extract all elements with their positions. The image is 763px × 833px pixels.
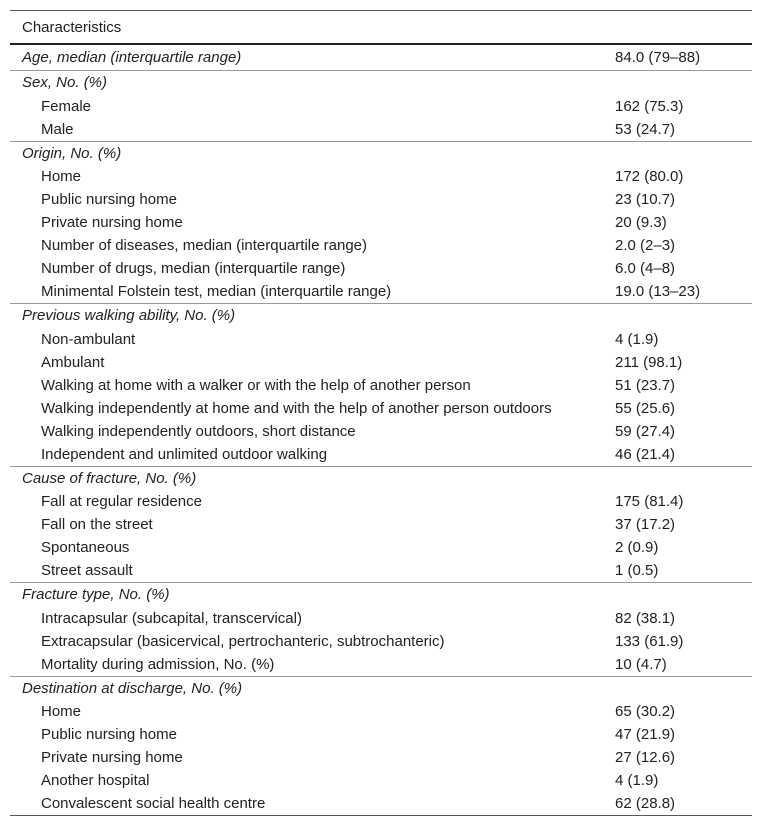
row-value: 4 (1.9) (615, 772, 659, 789)
row-label: Mortality during admission, No. (%) (41, 655, 275, 673)
row-label: Public nursing home (41, 191, 177, 208)
table-row (10, 165, 752, 188)
row-value: 211 (98.1) (615, 353, 683, 371)
row-label: Female (41, 97, 92, 115)
table-row (10, 95, 752, 118)
section-title: Fracture type, No. (%) (22, 586, 170, 604)
table-row (10, 118, 752, 141)
row-value: 162 (75.3) (615, 97, 684, 115)
row-value: 37 (17.2) (615, 516, 676, 533)
table-row (10, 211, 752, 234)
section-group (10, 303, 752, 466)
row-value: 133 (61.9) (615, 632, 684, 650)
row-label: Walking at home with a walker or with the help of another person (41, 376, 471, 394)
row-label: Independent and unlimited outdoor walking (41, 445, 328, 463)
table-row (10, 559, 752, 582)
row-value: 20 (9.3) (615, 214, 667, 231)
row-value: 59 (27.4) (615, 422, 676, 440)
table-row (10, 792, 752, 815)
row-value: 175 (81.4) (615, 493, 684, 510)
row-value: 4 (1.9) (615, 330, 659, 348)
table-row (10, 234, 752, 257)
section-group (10, 466, 752, 583)
row-value: 55 (25.6) (615, 399, 676, 417)
table-row (10, 653, 752, 676)
row-value: 65 (30.2) (615, 703, 676, 720)
table-row (10, 257, 752, 280)
section-group (10, 45, 752, 70)
table-row (10, 536, 752, 559)
section-title-row (10, 677, 752, 701)
section-title: Previous walking ability, No. (%) (22, 307, 236, 325)
section-title: Cause of fracture, No. (%) (22, 469, 197, 487)
row-label: Private nursing home (41, 749, 183, 766)
table-row (10, 280, 752, 303)
row-value: 62 (28.8) (615, 795, 676, 812)
row-value: 82 (38.1) (615, 609, 676, 627)
section-title-row (10, 45, 752, 70)
table-row (10, 630, 752, 653)
table-header (10, 10, 752, 45)
table-row (10, 700, 752, 723)
row-label: Fall on the street (41, 516, 153, 533)
row-label: Another hospital (41, 772, 150, 789)
row-value: 172 (80.0) (615, 168, 684, 185)
row-label: Ambulant (41, 353, 105, 371)
section-group (10, 676, 752, 816)
table-row (10, 607, 752, 630)
table-row (10, 351, 752, 374)
row-label: Number of drugs, median (interquartile range) (41, 260, 346, 277)
row-value: 2.0 (2–3) (615, 237, 676, 254)
section-title-row (10, 142, 752, 166)
table-row (10, 397, 752, 420)
row-label: Minimental Folstein test, median (interquartile range) (41, 283, 392, 300)
table-row (10, 420, 752, 443)
characteristics-table (10, 10, 752, 816)
row-label: Extracapsular (basicervical, pertrochanteric, subtrochanteric) (41, 632, 445, 650)
row-value: 1 (0.5) (615, 562, 659, 579)
table-row (10, 723, 752, 746)
section-title-row (10, 467, 752, 491)
header-label: Characteristics (22, 18, 122, 36)
row-label: Private nursing home (41, 214, 183, 231)
row-value: 47 (21.9) (615, 726, 676, 743)
table-row (10, 443, 752, 466)
section-title-row (10, 304, 752, 328)
row-label: Walking independently outdoors, short distance (41, 422, 356, 440)
row-label: Home (41, 703, 82, 720)
table-body (10, 45, 752, 816)
row-value: 46 (21.4) (615, 445, 676, 463)
table-row (10, 188, 752, 211)
row-value: 53 (24.7) (615, 120, 676, 138)
section-title-row (10, 71, 752, 95)
table-row (10, 513, 752, 536)
row-value: 23 (10.7) (615, 191, 676, 208)
row-value: 19.0 (13–23) (615, 283, 701, 300)
table-row (10, 328, 752, 351)
section-group (10, 582, 752, 676)
section-title: Origin, No. (%) (22, 144, 122, 162)
row-value: 10 (4.7) (615, 655, 667, 673)
row-label: Public nursing home (41, 726, 177, 743)
section-value: 84.0 (79–88) (615, 49, 701, 66)
table-row (10, 374, 752, 397)
row-label: Convalescent social health centre (41, 795, 266, 812)
row-label: Fall at regular residence (41, 493, 202, 510)
row-label: Home (41, 168, 82, 185)
table-row (10, 490, 752, 513)
row-value: 6.0 (4–8) (615, 260, 676, 277)
row-label: Male (41, 120, 74, 138)
row-label: Spontaneous (41, 539, 130, 556)
section-group (10, 70, 752, 141)
table-row (10, 746, 752, 769)
row-label: Intracapsular (subcapital, transcervical) (41, 609, 302, 627)
row-value: 51 (23.7) (615, 376, 676, 394)
row-label: Street assault (41, 562, 133, 579)
row-label: Walking independently at home and with the help of another person outdoors (41, 399, 552, 417)
section-group (10, 141, 752, 304)
row-label: Number of diseases, median (interquartile range) (41, 237, 367, 254)
section-title-row (10, 583, 752, 607)
section-title: Age, median (interquartile range) (22, 49, 242, 66)
table-row (10, 769, 752, 792)
row-label: Non-ambulant (41, 330, 136, 348)
section-title: Sex, No. (%) (22, 74, 108, 92)
row-value: 2 (0.9) (615, 539, 659, 556)
section-title: Destination at discharge, No. (%) (22, 679, 243, 697)
row-value: 27 (12.6) (615, 749, 676, 766)
